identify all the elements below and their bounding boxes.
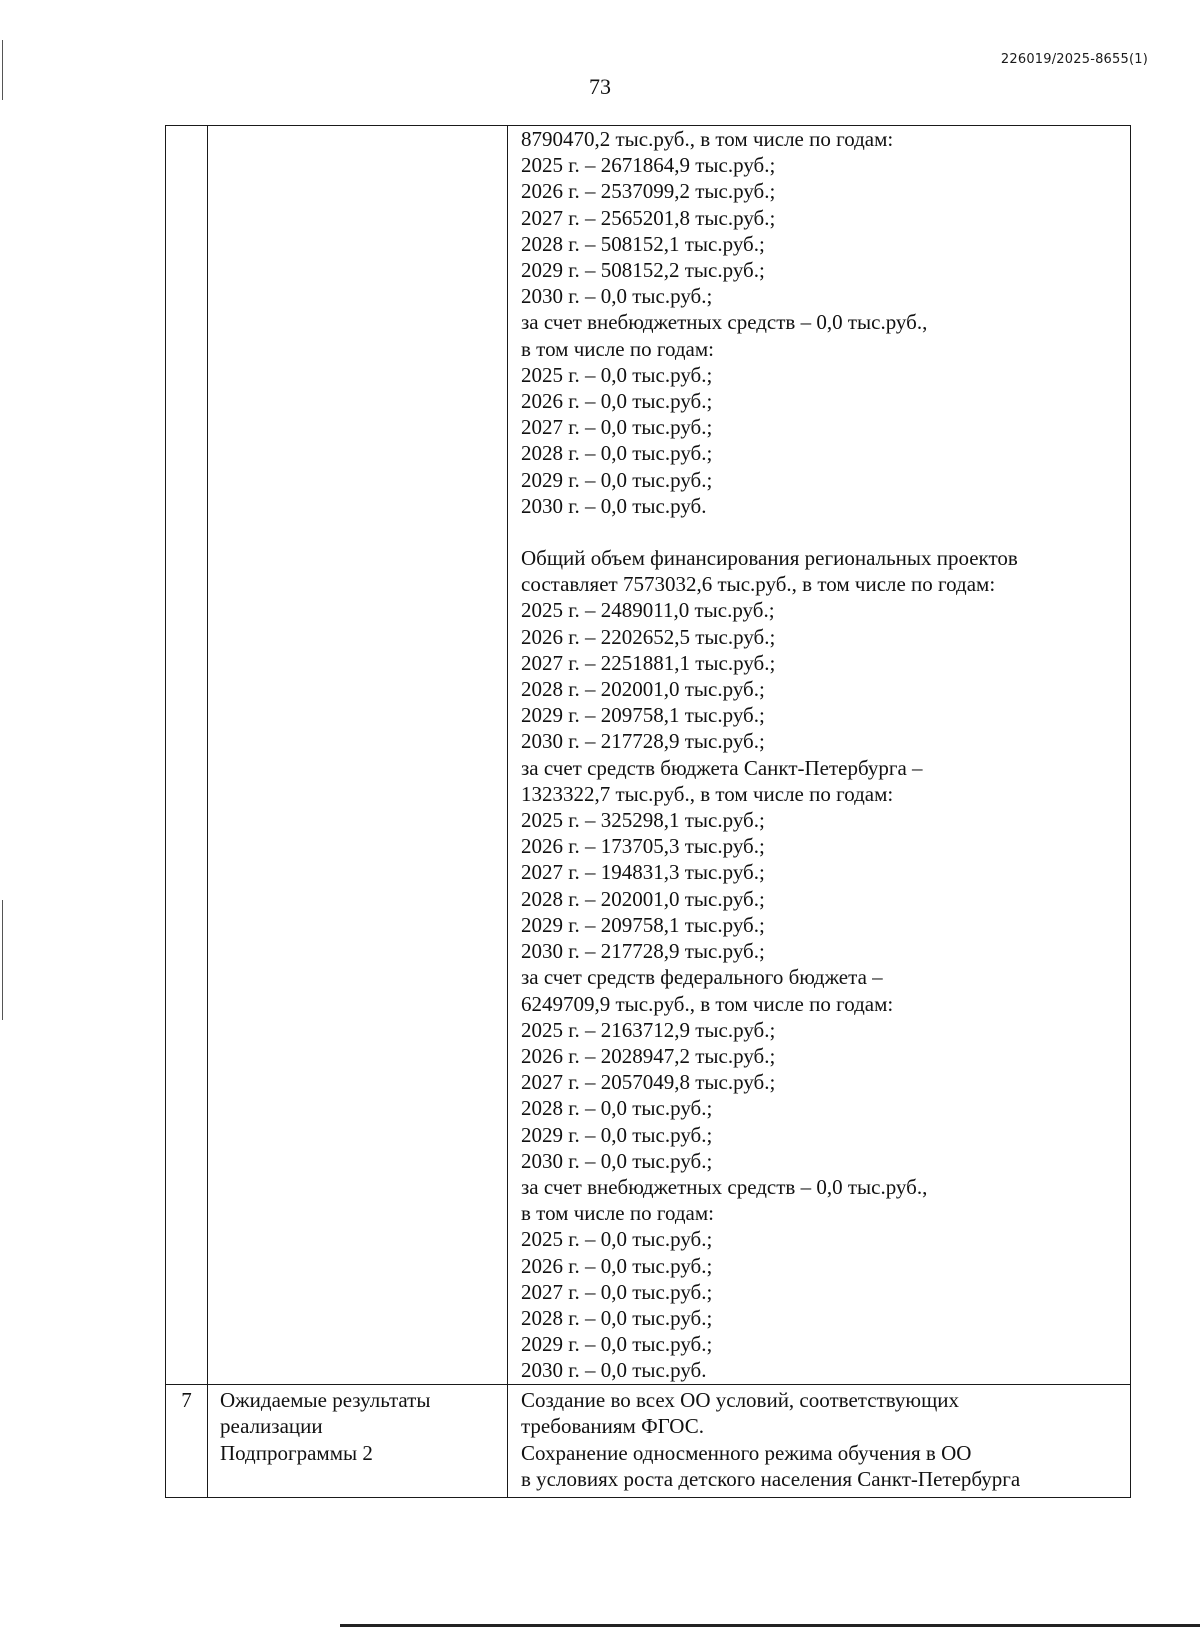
scan-edge-mark [2,40,3,100]
text-line: 6249709,9 тыс.руб., в том числе по годам: [521,991,894,1016]
text-line: реализации [220,1414,323,1439]
text-line: 2028 г. – 202001,0 тыс.руб.; [521,886,765,911]
text-line: за счет средств бюджета Санкт-Петербурга – [521,755,923,780]
text-line: 2030 г. – 0,0 тыс.руб. [521,1358,707,1383]
paragraph-gap [521,519,1130,545]
text-line: Сохранение односменного режима обучения в ОО [521,1440,972,1465]
text-line: составляет 7573032,6 тыс.руб., в том числе по годам: [521,572,996,597]
text-line: в том числе по годам: [521,1201,714,1226]
row-name-cell [208,1384,508,1497]
text-line: 2029 г. – 209758,1 тыс.руб.; [521,912,765,937]
expected-results-text [521,1387,1130,1493]
text-line: 2026 г. – 0,0 тыс.руб.; [521,1253,713,1278]
text-line: 2026 г. – 0,0 тыс.руб.; [521,389,713,414]
text-line: 2027 г. – 2057049,8 тыс.руб.; [521,1070,776,1095]
row-number: 7 [181,1387,192,1412]
text-line: 2028 г. – 508152,1 тыс.руб.; [521,231,765,256]
financing-content-cell [508,126,1131,1385]
text-line: 2029 г. – 0,0 тыс.руб.; [521,467,713,492]
table-row-financing-continuation [166,126,1131,1385]
text-line: 2027 г. – 0,0 тыс.руб.; [521,415,713,440]
text-line: 2030 г. – 0,0 тыс.руб. [521,493,707,518]
financing-continuation-block [521,126,1130,519]
text-line: 2026 г. – 173705,3 тыс.руб.; [521,834,765,859]
text-line: 2029 г. – 209758,1 тыс.руб.; [521,703,765,728]
text-line: Общий объем финансирования региональных проектов [521,546,1018,571]
table-row-expected-results [166,1384,1131,1497]
text-line: Подпрограммы 2 [220,1440,373,1465]
text-line: 2025 г. – 2163712,9 тыс.руб.; [521,1017,776,1042]
row-number-cell [166,126,208,1385]
scan-bottom-edge [340,1624,1200,1627]
text-line: Создание во всех ОО условий, соответствующих [521,1387,959,1412]
text-line: 2029 г. – 0,0 тыс.руб.; [521,1332,713,1357]
text-line: за счет внебюджетных средств – 0,0 тыс.руб., [521,310,928,335]
text-line: 1323322,7 тыс.руб., в том числе по годам: [521,781,894,806]
program-passport-table [165,125,1131,1498]
text-line: 2029 г. – 508152,2 тыс.руб.; [521,258,765,283]
text-line: 2029 г. – 0,0 тыс.руб.; [521,1122,713,1147]
text-line: 2028 г. – 0,0 тыс.руб.; [521,1096,713,1121]
text-line: в том числе по годам: [521,336,714,361]
text-line: за счет средств федерального бюджета – [521,965,883,990]
text-line: 2030 г. – 217728,9 тыс.руб.; [521,729,765,754]
text-line: 2027 г. – 2251881,1 тыс.руб.; [521,650,776,675]
text-line: 2025 г. – 325298,1 тыс.руб.; [521,808,765,833]
document-registration-number: 226019/2025-8655(1) [1000,52,1148,67]
text-line: 2028 г. – 202001,0 тыс.руб.; [521,677,765,702]
text-line: 2026 г. – 2202652,5 тыс.руб.; [521,624,776,649]
text-line: 2025 г. – 0,0 тыс.руб.; [521,362,713,387]
expected-results-title [220,1387,507,1467]
page-number: 73 [589,74,611,99]
text-line: 2030 г. – 0,0 тыс.руб.; [521,284,713,309]
text-line: 8790470,2 тыс.руб., в том числе по годам: [521,127,894,151]
text-line: 2028 г. – 0,0 тыс.руб.; [521,441,713,466]
text-line: 2025 г. – 2489011,0 тыс.руб.; [521,598,775,623]
row-name-cell [208,126,508,1385]
text-line: в условиях роста детского населения Санкт-Петербурга [521,1467,1021,1492]
text-line: за счет внебюджетных средств – 0,0 тыс.руб., [521,1174,928,1199]
text-line: 2028 г. – 0,0 тыс.руб.; [521,1305,713,1330]
text-line: 2026 г. – 2537099,2 тыс.руб.; [521,179,776,204]
text-line: 2030 г. – 0,0 тыс.руб.; [521,1148,713,1173]
text-line: 2025 г. – 2671864,9 тыс.руб.; [521,153,776,178]
text-line: требованиям ФГОС. [521,1414,704,1439]
text-line: 2025 г. – 0,0 тыс.руб.; [521,1227,713,1252]
text-line: 2027 г. – 0,0 тыс.руб.; [521,1279,713,1304]
text-line: 2027 г. – 194831,3 тыс.руб.; [521,860,765,885]
text-line: 2030 г. – 217728,9 тыс.руб.; [521,939,765,964]
regional-projects-financing-block [521,545,1130,1384]
text-line: Ожидаемые результаты [220,1387,431,1412]
text-line: 2026 г. – 2028947,2 тыс.руб.; [521,1043,776,1068]
expected-results-content-cell [508,1384,1131,1497]
scan-edge-mark [2,900,3,1020]
text-line: 2027 г. – 2565201,8 тыс.руб.; [521,205,776,230]
row-number-cell [166,1384,208,1497]
